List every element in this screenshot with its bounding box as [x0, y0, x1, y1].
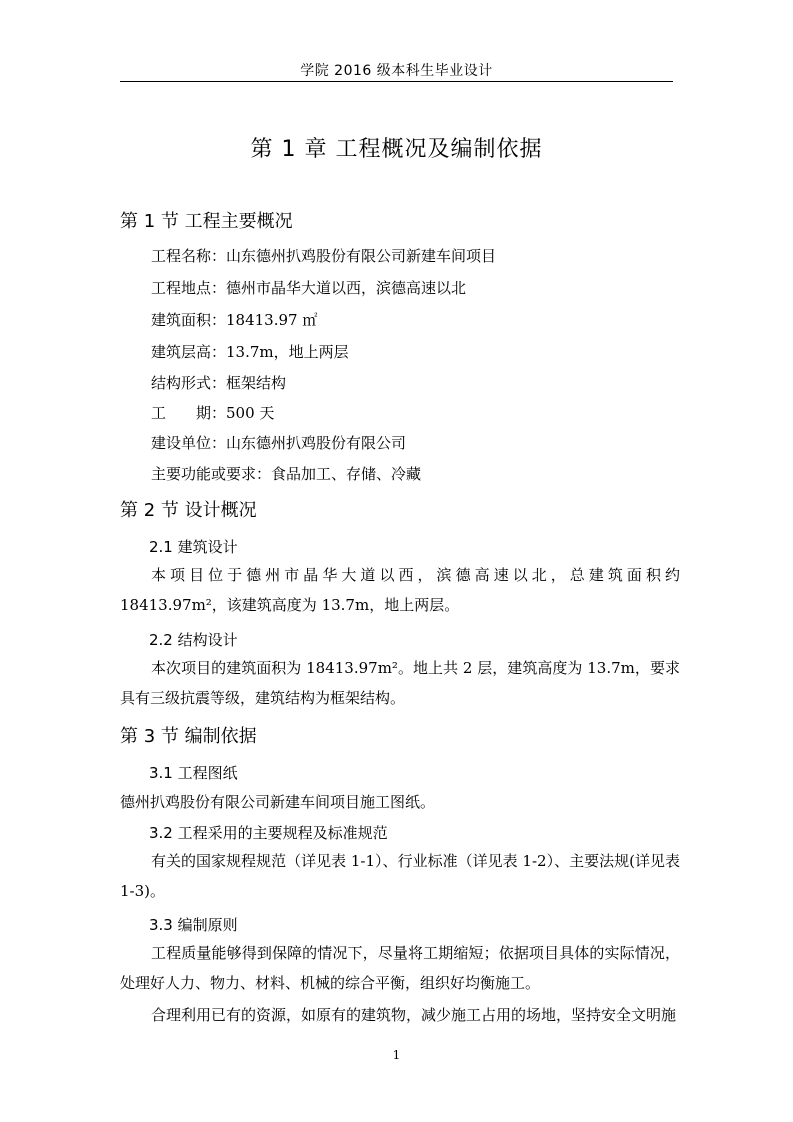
section-title-3: 第 3 节 编制依据 — [120, 726, 257, 747]
paragraph-drawings: 德州扒鸡股份有限公司新建车间项目施工图纸。 — [120, 793, 436, 811]
section-title-2: 第 2 节 设计概况 — [120, 500, 257, 521]
subsection-principles: 3.3 编制原则 — [149, 916, 238, 934]
chapter-title: 第 1 章 工程概况及编制依据 — [250, 137, 543, 162]
overview-owner: 建设单位：山东德州扒鸡股份有限公司 — [151, 434, 407, 452]
subsection-architecture: 2.1 建筑设计 — [149, 538, 238, 556]
overview-structure: 结构形式：框架结构 — [151, 374, 287, 392]
overview-function: 主要功能或要求：食品加工、存储、冷藏 — [151, 465, 422, 483]
header-divider — [120, 81, 673, 82]
section-title-1: 第 1 节 工程主要概况 — [120, 211, 293, 232]
paragraph-resources: 合理利用已有的资源，如原有的建筑物，减少施工占用的场地，坚持安全文明施 — [151, 1006, 677, 1024]
subsection-standards: 3.2 工程采用的主要规程及标准规范 — [149, 824, 388, 842]
paragraph-structure: 本次项目的建筑面积为 18413.97m²。地上共 2 层，建筑高度为 13.7m，要求具有三级抗震等级，建筑结构为框架结构。 — [120, 659, 680, 707]
overview-area: 建筑面积：18413.97 ㎡ — [151, 311, 318, 329]
paragraph-architecture: 本项目位于德州市晶华大道以西，滨德高速以北，总建筑面积约 18413.97m²，该建筑高度为 13.7m，地上两层。 — [120, 566, 680, 614]
paragraph-principles: 工程质量能够得到保障的情况下，尽量将工期缩短；依据项目具体的实际情况，处理好人力、物力、材料、机械的综合平衡，组织好均衡施工。 — [120, 944, 680, 992]
page-header: 学院 2016 级本科生毕业设计 — [300, 63, 493, 79]
page-number: 1 — [392, 1048, 401, 1062]
overview-height: 建筑层高：13.7m，地上两层 — [151, 343, 349, 361]
subsection-structure: 2.2 结构设计 — [149, 631, 238, 649]
overview-project-name: 工程名称：山东德州扒鸡股份有限公司新建车间项目 — [151, 247, 497, 265]
overview-location: 工程地点：德州市晶华大道以西，滨德高速以北 — [151, 279, 467, 297]
subsection-drawings: 3.1 工程图纸 — [149, 764, 238, 782]
overview-duration: 工 期：500 天 — [151, 404, 275, 422]
paragraph-standards: 有关的国家规程规范（详见表 1-1）、行业标准（详见表 1-2）、主要法规(详见表 1-3)。 — [120, 852, 680, 900]
